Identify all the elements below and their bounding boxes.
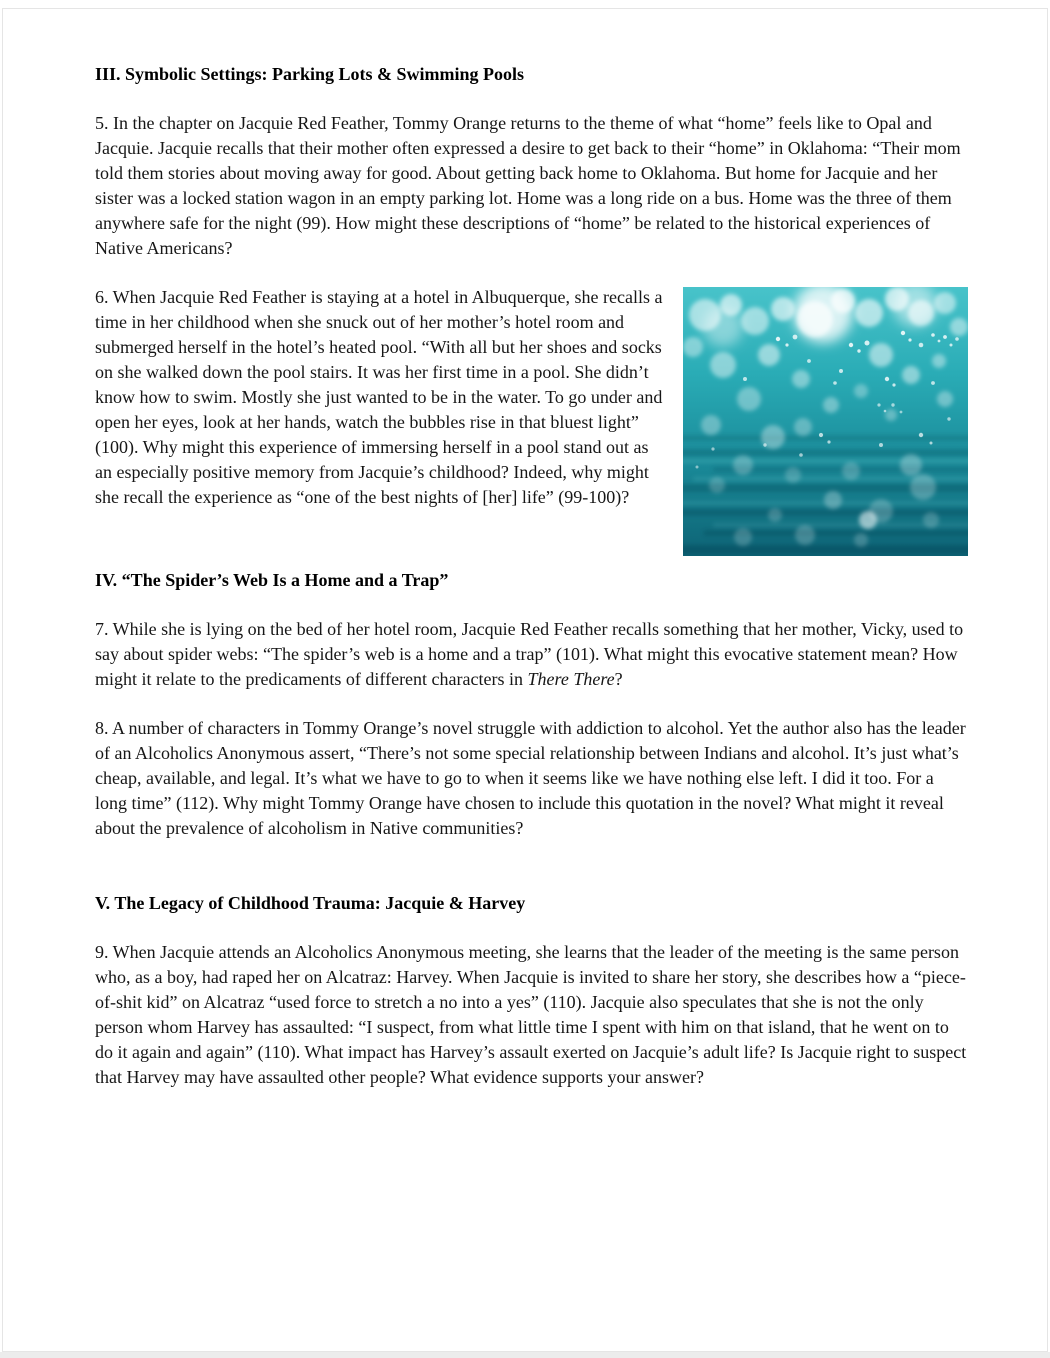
book-title-there-there: There There <box>527 669 615 689</box>
question-paragraph-9: 9. When Jacquie attends an Alcoholics Anonymous meeting, she learns that the leader of the meeting is the same person who, as a boy, had raped her on Alcatraz: Harvey. When Jacquie is invited to share her story, she describes how a “piece-of-shit kid” on Alcatraz “used force to stretch a no into a yes” (110). Jacquie also speculates that she is not the only person whom Harvey has assaulted: “I suspect, from what little time I spent with him on that island, that he went on to do it again and again” (110). What impact has Harvey’s assault exerted on Jacquie’s adult life? Is Jacquie right to suspect that Harvey may have assaulted other people? What evidence supports your answer? <box>95 942 967 1087</box>
question-7-text: 7. While she is lying on the bed of her hotel room, Jacquie Red Feather recalls something that her mother, Vicky, used to say about spider webs: “The spider’s web is a home and a trap” (101). What might this evocative statement mean? How might it relate to the predicaments of different characters in <box>95 619 964 689</box>
underwater-bubbles-image <box>683 287 968 556</box>
question-7-punctuation: ? <box>614 669 623 689</box>
section-heading: III. Symbolic Settings: Parking Lots & Swimming Pools <box>95 64 525 84</box>
section-symbolic-settings <box>95 62 968 510</box>
document-page <box>2 8 1048 1352</box>
section-heading: V. The Legacy of Childhood Trauma: Jacquie & Harvey <box>95 893 526 913</box>
question-paragraph-5: 5. In the chapter on Jacquie Red Feather, Tommy Orange returns to the theme of what “home” feels like to Opal and Jacquie. Jacquie recalls that their mother often expressed a desire to get back to their “home” in Oklahoma: “Their mom told them stories about moving away for good. About getting back home to Oklahoma. But home for Jacquie and her sister was a locked station wagon in an empty parking lot. Home was a long ride on a bus. Home was the three of them anywhere safe for the night (99). How might these descriptions of “home” be related to the historical experiences of Native Americans? <box>95 113 961 258</box>
section-spiders-web <box>95 568 968 841</box>
underwater-photo <box>683 287 968 556</box>
question-paragraph-6 <box>95 285 968 510</box>
question-paragraph-6-text: 6. When Jacquie Red Feather is staying at a hotel in Albuquerque, she recalls a time in her childhood when she snuck out of her mother’s hotel room and submerged herself in the hotel’s heated pool. “With all but her shoes and socks on she walked down the pool stairs. It was her first time in a pool. She didn’t know how to swim. Mostly she just wanted to be in the water. To go under and open her eyes, look at her hands, watch the bubbles rise in that bluest light” (100). Why might this experience of immersing herself in a pool stand out as an especially positive memory from Jacquie’s childhood? Indeed, why might she recall the experience as “one of the best nights of [her] life” (99-100)? <box>95 287 663 507</box>
question-paragraph-7 <box>95 617 968 692</box>
page-edge-gap <box>0 1352 1050 1358</box>
section-childhood-trauma <box>95 891 968 1090</box>
section-heading: IV. “The Spider’s Web Is a Home and a Trap” <box>95 570 449 590</box>
document-body <box>3 9 1047 1090</box>
question-paragraph-8: 8. A number of characters in Tommy Orange’s novel struggle with addiction to alcohol. Yet the author also has the leader of an Alcoholics Anonymous assert, “There’s not some special relationship between Indians and alcohol. It’s just what’s cheap, available, and legal. It’s what we have to go to when it seems like we have nothing else left. I did it too. For a long time” (112). Why might Tommy Orange have chosen to include this quotation in the novel? What might it reveal about the prevalence of alcoholism in Native communities? <box>95 718 966 838</box>
